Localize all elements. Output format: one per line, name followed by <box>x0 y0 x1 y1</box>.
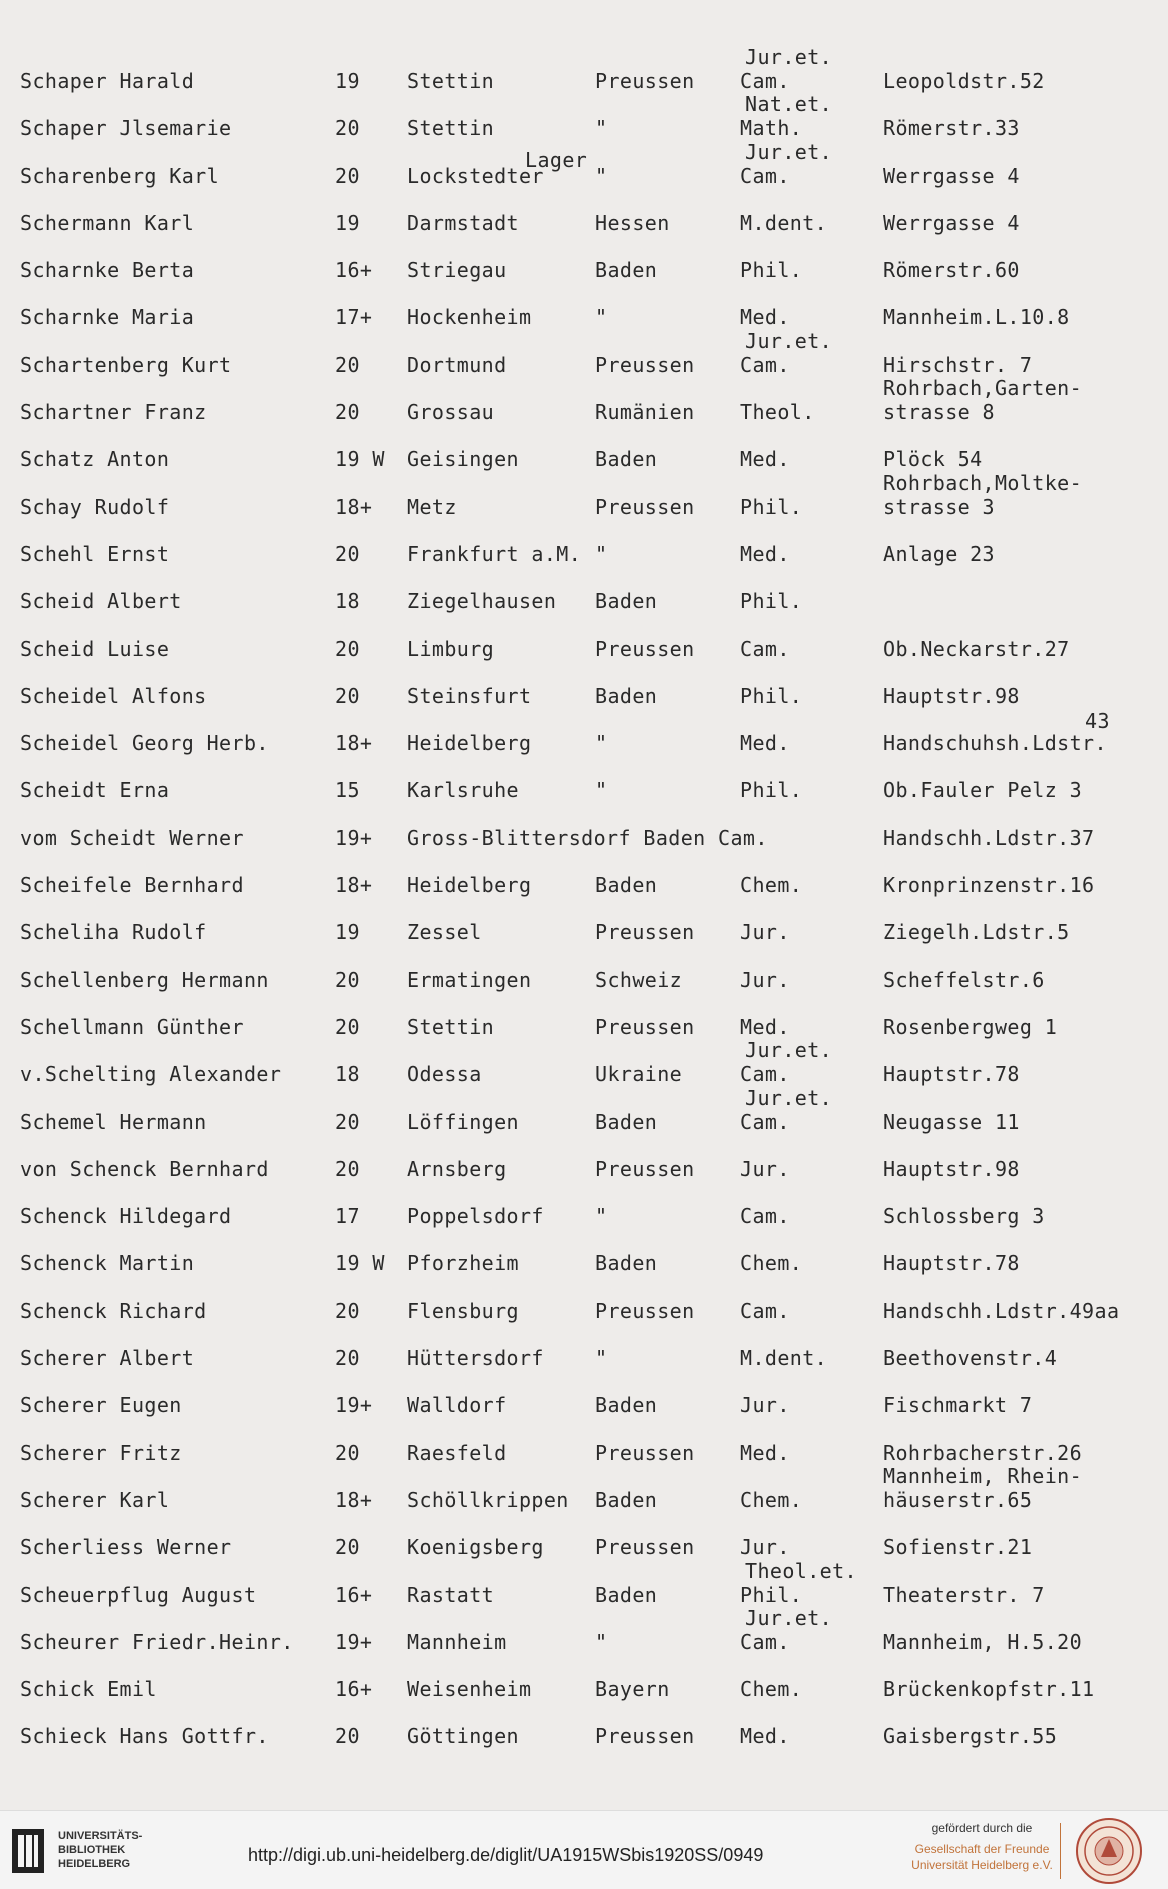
address-note: 43 <box>1085 709 1110 734</box>
address: Handschuhsh.Ldstr. <box>883 731 1107 756</box>
home-state: Baden <box>595 1582 658 1607</box>
register-row <box>0 709 1168 767</box>
register-row <box>0 1558 1168 1619</box>
birth-place: Weisenheim <box>407 1677 532 1702</box>
register-row <box>0 1288 1168 1335</box>
student-name: Scherer Karl <box>20 1487 170 1512</box>
student-age: 19 <box>335 210 360 235</box>
birth-place: Heidelberg <box>407 873 532 898</box>
register-row <box>0 1146 1168 1193</box>
home-state: " <box>595 731 608 756</box>
birth-place: Ermatingen <box>407 967 532 992</box>
birth-place: Stettin <box>407 1014 495 1039</box>
home-state: Baden <box>595 447 658 472</box>
faculty: Cam. <box>740 1204 790 1229</box>
birth-place: Rastatt <box>407 1582 495 1607</box>
student-name: Scheuerpflug August <box>20 1582 257 1607</box>
faculty-prefix: Jur.et. <box>745 45 833 69</box>
student-age: 17 <box>335 1204 360 1229</box>
address: Handschh.Ldstr.49aa <box>883 1298 1120 1323</box>
student-age: 20 <box>335 116 360 141</box>
home-state: Preussen <box>595 920 695 945</box>
birth-place: Limburg <box>407 636 495 661</box>
birth-place: Odessa <box>407 1062 482 1087</box>
faculty: Med. <box>740 731 790 756</box>
faculty: Phil. <box>740 778 803 803</box>
register-row <box>0 626 1168 673</box>
address: strasse 8 <box>883 400 995 425</box>
student-name: Scherliess Werner <box>20 1535 232 1560</box>
birth-place: Geisingen <box>407 447 519 472</box>
student-age: 17+ <box>335 305 373 330</box>
sponsor-label: gefördert durch die <box>931 1821 1033 1835</box>
faculty: Jur. <box>740 967 790 992</box>
address: strasse 3 <box>883 494 995 519</box>
home-state: Baden <box>595 1251 658 1276</box>
home-state: Preussen <box>595 1535 695 1560</box>
student-name: Scheid Luise <box>20 636 170 661</box>
faculty: Cam. <box>740 1062 790 1087</box>
register-row <box>0 862 1168 909</box>
student-name: Scherer Eugen <box>20 1393 182 1418</box>
address: Werrgasse 4 <box>883 210 1020 235</box>
student-name: Schellenberg Hermann <box>20 967 269 992</box>
address-line-1: Rohrbach,Moltke- <box>883 470 1083 495</box>
faculty: Theol. <box>740 400 815 425</box>
register-row <box>0 578 1168 625</box>
student-age: 20 <box>335 1109 360 1134</box>
register-row <box>0 767 1168 814</box>
address: Hauptstr.98 <box>883 683 1020 708</box>
home-state: Preussen <box>595 636 695 661</box>
register-row <box>0 1038 1168 1098</box>
student-age: 19+ <box>335 1629 373 1654</box>
student-age: 20 <box>335 1346 360 1371</box>
home-state: Baden <box>595 258 658 283</box>
register-row <box>0 92 1168 152</box>
faculty: Cam. <box>740 1298 790 1323</box>
student-age: 15 <box>335 778 360 803</box>
faculty: M.dent. <box>740 1346 828 1371</box>
register-row <box>0 294 1168 341</box>
address: Fischmarkt 7 <box>883 1393 1033 1418</box>
register-row <box>0 1463 1168 1524</box>
home-state: " <box>595 541 608 566</box>
student-age: 19+ <box>335 825 373 850</box>
faculty: Chem. <box>740 1487 803 1512</box>
register-row <box>0 1524 1168 1571</box>
birth-place: Pforzheim <box>407 1251 519 1276</box>
address: Brückenkopfstr.11 <box>883 1677 1095 1702</box>
student-name: Schick Emil <box>20 1677 157 1702</box>
faculty-prefix: Jur.et. <box>745 328 833 353</box>
register-row <box>0 1004 1168 1051</box>
home-state: Baden <box>595 1393 658 1418</box>
library-logo-text <box>58 1829 142 1871</box>
birth-place: Darmstadt <box>407 210 519 235</box>
birth-place: Göttingen <box>407 1724 519 1749</box>
student-age: 16+ <box>335 1582 373 1607</box>
address: Plöck 54 <box>883 447 983 472</box>
address: Beethovenstr.4 <box>883 1346 1058 1371</box>
address: Ziegelh.Ldstr.5 <box>883 920 1070 945</box>
address-line-1: Mannheim, Rhein- <box>883 1463 1083 1488</box>
home-state: Schweiz <box>595 967 683 992</box>
student-name: Scharenberg Karl <box>20 163 220 188</box>
birth-place: Ziegelhausen <box>407 589 557 614</box>
footer-bar <box>0 1810 1168 1889</box>
address: Anlage 23 <box>883 541 995 566</box>
home-state: Baden <box>595 1109 658 1134</box>
student-name: Scherer Fritz <box>20 1440 182 1465</box>
student-name: Scheidel Georg Herb. <box>20 731 269 756</box>
student-name: Schaper Jlsemarie <box>20 116 232 141</box>
student-name: Schehl Ernst <box>20 541 170 566</box>
address: Mannheim, H.5.20 <box>883 1629 1083 1654</box>
faculty: Chem. <box>740 1251 803 1276</box>
birth-place: Steinsfurt <box>407 683 532 708</box>
university-seal-icon <box>1075 1817 1143 1885</box>
register-row <box>0 200 1168 247</box>
student-age: 18+ <box>335 494 373 519</box>
student-name: Schieck Hans Gottfr. <box>20 1724 269 1749</box>
faculty: Jur. <box>740 1393 790 1418</box>
student-name: v.Schelting Alexander <box>20 1062 282 1087</box>
birth-place: Hüttersdorf <box>407 1346 544 1371</box>
register-row <box>0 531 1168 578</box>
student-age: 20 <box>335 1724 360 1749</box>
address: Neugasse 11 <box>883 1109 1020 1134</box>
student-age: 20 <box>335 163 360 188</box>
address: Mannheim.L.10.8 <box>883 305 1070 330</box>
student-name: Schermann Karl <box>20 210 195 235</box>
home-state: Rumänien <box>595 400 695 425</box>
student-name: Schatz Anton <box>20 447 170 472</box>
student-age: 16+ <box>335 1677 373 1702</box>
faculty-prefix: Jur.et. <box>745 1038 833 1063</box>
home-state: Preussen <box>595 352 695 377</box>
register-row <box>0 909 1168 956</box>
home-state: " <box>595 163 608 188</box>
home-state: Preussen <box>595 69 695 93</box>
student-age: 20 <box>335 541 360 566</box>
student-name: Schemel Hermann <box>20 1109 207 1134</box>
address: Handschh.Ldstr.37 <box>883 825 1095 850</box>
student-age: 18 <box>335 1062 360 1087</box>
student-age: 20 <box>335 1440 360 1465</box>
home-state: Preussen <box>595 1298 695 1323</box>
address: Schlossberg 3 <box>883 1204 1045 1229</box>
address: Theaterstr. 7 <box>883 1582 1045 1607</box>
home-state: " <box>595 1346 608 1371</box>
faculty: Med. <box>740 1724 790 1749</box>
student-name: von Schenck Bernhard <box>20 1156 269 1181</box>
faculty: Jur. <box>740 1156 790 1181</box>
faculty: Med. <box>740 1440 790 1465</box>
address: Hirschstr. 7 <box>883 352 1033 377</box>
address: Kronprinzenstr.16 <box>883 873 1095 898</box>
home-state: Baden <box>595 589 658 614</box>
student-age: 20 <box>335 1535 360 1560</box>
home-state: Baden <box>595 683 658 708</box>
birth-place: Lockstedter <box>407 163 544 188</box>
home-state: Preussen <box>595 1440 695 1465</box>
register-row <box>0 1240 1168 1287</box>
student-name: Scharnke Berta <box>20 258 195 283</box>
home-state: Baden <box>595 1487 658 1512</box>
faculty: Jur. <box>740 920 790 945</box>
student-age: 20 <box>335 683 360 708</box>
student-name: Schenck Richard <box>20 1298 207 1323</box>
student-name: Schellmann Günther <box>20 1014 244 1039</box>
home-state: " <box>595 305 608 330</box>
student-age: 20 <box>335 352 360 377</box>
home-state: Preussen <box>595 494 695 519</box>
home-state: Preussen <box>595 1156 695 1181</box>
faculty-prefix: Jur.et. <box>745 1085 833 1110</box>
register-row <box>0 45 1168 105</box>
faculty: Jur. <box>740 1535 790 1560</box>
logo-line-3: HEIDELBERG <box>58 1858 131 1870</box>
address: Rosenbergweg 1 <box>883 1014 1058 1039</box>
birth-place: Flensburg <box>407 1298 519 1323</box>
faculty: Phil. <box>740 1582 803 1607</box>
student-age: 19+ <box>335 1393 373 1418</box>
sponsor-divider <box>1060 1823 1061 1879</box>
register-row <box>0 1085 1168 1146</box>
student-age: 20 <box>335 1014 360 1039</box>
birth-place: Hockenheim <box>407 305 532 330</box>
birth-place: Dortmund <box>407 352 507 377</box>
home-state: Baden <box>595 873 658 898</box>
document-url[interactable]: http://digi.ub.uni-heidelberg.de/diglit/UA1915WSbis1920SS/0949 <box>248 1845 764 1865</box>
faculty: Cam. <box>740 163 790 188</box>
faculty: Cam. <box>740 1109 790 1134</box>
student-age: 19 <box>335 69 360 93</box>
birth-place: Arnsberg <box>407 1156 507 1181</box>
student-name: Schay Rudolf <box>20 494 170 519</box>
register-row <box>0 247 1168 294</box>
sponsor-block <box>902 1821 1062 1873</box>
address: Ob.Fauler Pelz 3 <box>883 778 1083 803</box>
faculty: Chem. <box>740 1677 803 1702</box>
student-age: 18+ <box>335 731 373 756</box>
student-name: Scheidt Erna <box>20 778 170 803</box>
birth-place: Walldorf <box>407 1393 507 1418</box>
student-register-list <box>0 45 1168 1761</box>
student-age: 20 <box>335 1156 360 1181</box>
faculty: Med. <box>740 1014 790 1039</box>
logo-line-2: BIBLIOTHEK <box>58 1844 126 1856</box>
student-name: Scharnke Maria <box>20 305 195 330</box>
student-name: Schenck Martin <box>20 1251 195 1276</box>
birth-place: Schöllkrippen <box>407 1487 569 1512</box>
student-age: 20 <box>335 967 360 992</box>
faculty: Phil. <box>740 258 803 283</box>
faculty: Cam. <box>740 636 790 661</box>
register-row <box>0 1666 1168 1713</box>
student-age: 18 <box>335 589 360 614</box>
faculty: Med. <box>740 541 790 566</box>
sponsor-name-line-2: Universität Heidelberg e.V. <box>911 1858 1053 1872</box>
faculty: Math. <box>740 116 803 141</box>
home-state: Preussen <box>595 1724 695 1749</box>
birth-place: Metz <box>407 494 457 519</box>
student-age: 18+ <box>335 873 373 898</box>
student-name: Schenck Hildegard <box>20 1204 232 1229</box>
student-name: Scheifele Bernhard <box>20 873 244 898</box>
birth-place: Raesfeld <box>407 1440 507 1465</box>
student-age: 20 <box>335 400 360 425</box>
register-row <box>0 470 1168 531</box>
address: Hauptstr.78 <box>883 1062 1020 1087</box>
faculty-prefix: Jur.et. <box>745 1605 833 1630</box>
faculty: Cam. <box>740 1629 790 1654</box>
sponsor-name[interactable] <box>902 1841 1062 1873</box>
home-state: Ukraine <box>595 1062 683 1087</box>
birth-place: Koenigsberg <box>407 1535 544 1560</box>
faculty: M.dent. <box>740 210 828 235</box>
register-row <box>0 673 1168 720</box>
home-state: " <box>595 778 608 803</box>
sponsor-name-line-1: Gesellschaft der Freunde <box>914 1842 1050 1856</box>
register-row <box>0 1193 1168 1240</box>
address: Gaisbergstr.55 <box>883 1724 1058 1749</box>
faculty: Phil. <box>740 589 803 614</box>
student-name: Scherer Albert <box>20 1346 195 1371</box>
register-row <box>0 1382 1168 1429</box>
address: Werrgasse 4 <box>883 163 1020 188</box>
address: Sofienstr.21 <box>883 1535 1033 1560</box>
birth-place: Mannheim <box>407 1629 507 1654</box>
address: Ob.Neckarstr.27 <box>883 636 1070 661</box>
register-row <box>0 1605 1168 1666</box>
birth-place: Löffingen <box>407 1109 519 1134</box>
student-age: 19 W <box>335 1251 385 1276</box>
student-name: Schaper Harald <box>20 69 195 93</box>
student-name: Scheidel Alfons <box>20 683 207 708</box>
birth-place: Stettin <box>407 116 495 141</box>
faculty: Chem. <box>740 873 803 898</box>
faculty-prefix: Nat.et. <box>745 92 833 117</box>
birth-place: Heidelberg <box>407 731 532 756</box>
birth-place: Stettin <box>407 69 495 93</box>
student-age: 18+ <box>335 1487 373 1512</box>
home-state: " <box>595 1204 608 1229</box>
faculty-prefix: Theol.et. <box>745 1558 857 1583</box>
register-row <box>0 815 1168 862</box>
address-line-1: Rohrbach,Garten- <box>883 376 1083 401</box>
register-row <box>0 376 1168 436</box>
faculty: Med. <box>740 447 790 472</box>
address: Scheffelstr.6 <box>883 967 1045 992</box>
home-state: Hessen <box>595 210 670 235</box>
student-name: Schartner Franz <box>20 400 207 425</box>
library-logo[interactable] <box>10 1823 190 1879</box>
address: häuserstr.65 <box>883 1487 1033 1512</box>
birth-place: Karlsruhe <box>407 778 519 803</box>
register-row <box>0 957 1168 1004</box>
student-name: Scheid Albert <box>20 589 182 614</box>
student-name: Scheurer Friedr.Heinr. <box>20 1629 294 1654</box>
student-age: 19 <box>335 920 360 945</box>
student-age: 20 <box>335 1298 360 1323</box>
faculty: Phil. <box>740 683 803 708</box>
address: Römerstr.33 <box>883 116 1020 141</box>
birth-place: Gross-Blittersdorf Baden Cam. <box>407 825 768 850</box>
address: Hauptstr.78 <box>883 1251 1020 1276</box>
student-age: 16+ <box>335 258 373 283</box>
faculty: Med. <box>740 305 790 330</box>
faculty-prefix: Jur.et. <box>745 139 833 164</box>
register-row <box>0 1335 1168 1382</box>
library-emblem-icon <box>10 1827 46 1875</box>
student-name: vom Scheidt Werner <box>20 825 244 850</box>
birth-place-note: Lager <box>525 147 588 172</box>
student-name: Schartenberg Kurt <box>20 352 232 377</box>
birth-place: Zessel <box>407 920 482 945</box>
birth-place: Striegau <box>407 258 507 283</box>
student-age: 20 <box>335 636 360 661</box>
home-state: " <box>595 116 608 141</box>
home-state: Preussen <box>595 1014 695 1039</box>
register-row <box>0 139 1168 200</box>
student-name: Scheliha Rudolf <box>20 920 207 945</box>
home-state: " <box>595 1629 608 1654</box>
birth-place: Poppelsdorf <box>407 1204 544 1229</box>
address: Leopoldstr.52 <box>883 69 1045 93</box>
birth-place: Frankfurt a.M. <box>407 541 582 566</box>
address: Hauptstr.98 <box>883 1156 1020 1181</box>
faculty: Phil. <box>740 494 803 519</box>
logo-line-1: UNIVERSITÄTS- <box>58 1830 143 1842</box>
student-age: 19 W <box>335 447 385 472</box>
register-row <box>0 1713 1168 1760</box>
faculty: Cam. <box>740 352 790 377</box>
address: Römerstr.60 <box>883 258 1020 283</box>
faculty: Cam. <box>740 69 790 93</box>
home-state: Bayern <box>595 1677 670 1702</box>
address: Rohrbacherstr.26 <box>883 1440 1083 1465</box>
birth-place: Grossau <box>407 400 495 425</box>
